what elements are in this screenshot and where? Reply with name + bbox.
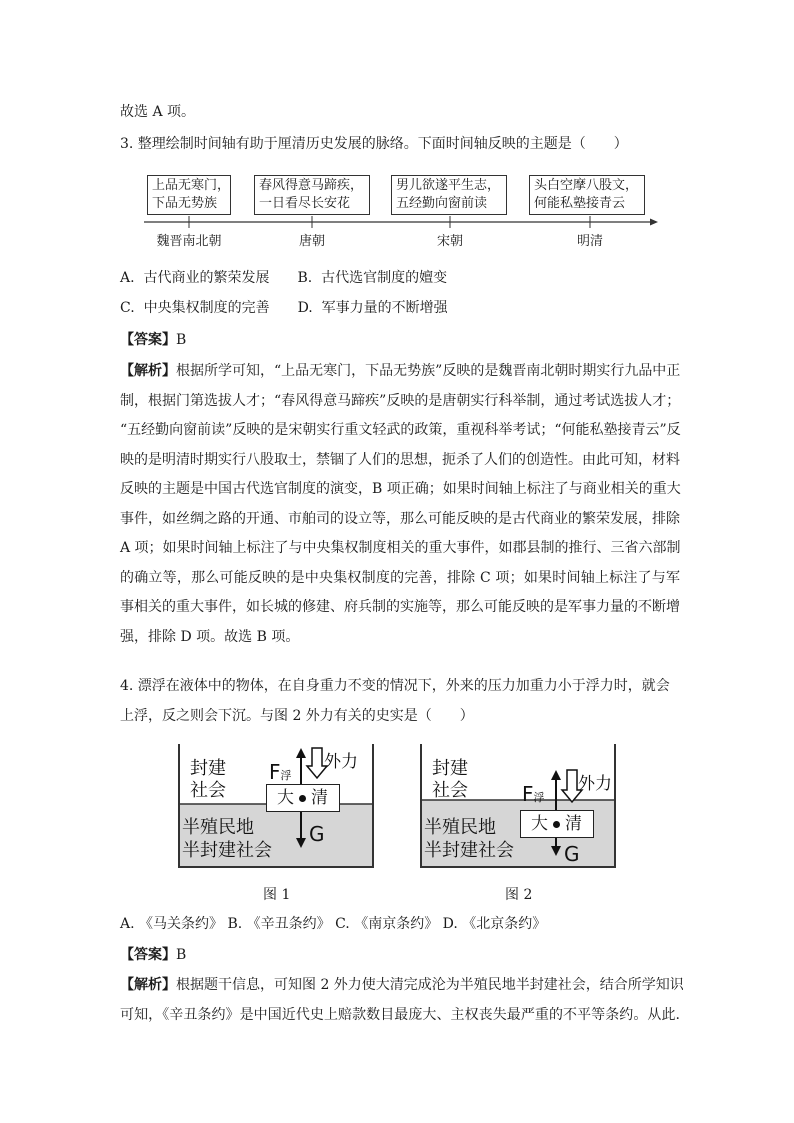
timeline-quote-line: 头白空摩八股文， (534, 178, 639, 193)
analysis-tag: 【解析】 (120, 977, 176, 993)
question-3-options-cd: C. 中央集权制度的完善 D. 军事力量的不断增强 (120, 300, 448, 316)
previous-answer-conclusion: 故选 A 项。 (120, 104, 196, 120)
analysis-text: 事相关的重大事件，如长城的修建、府兵制的实施等，那么可能反映的是军事力量的不断增 (120, 599, 680, 615)
buoyancy-label: F浮 (269, 760, 292, 784)
timeline-quote-line: 上品无寒门， (152, 178, 231, 193)
timeline-period-label: 唐朝 (298, 234, 326, 249)
timeline-quote-line: 春风得意马蹄疾， (259, 178, 364, 193)
analysis-text: 制，根据门第选拔人才；“春风得意马蹄疾”反映的是唐朝实行科举制，通过考试选拔人才； (120, 392, 681, 409)
answer-tag: 【答案】 (120, 332, 176, 348)
external-force-label: 外力 (578, 774, 612, 794)
answer-value: B (176, 947, 187, 963)
figure-2-caption: 图 2 (505, 887, 533, 903)
analysis-text: 强，排除 D 项。故选 B 项。 (120, 628, 300, 645)
timeline-quote-line: 何能私塾接青云 (534, 196, 626, 211)
answer-tag: 【答案】 (120, 947, 176, 963)
question-3-answer (120, 330, 186, 350)
answer-value: B (176, 332, 187, 348)
figure-1-caption: 图 1 (263, 887, 291, 903)
label-feudal-society: 封建 社会 (190, 758, 226, 801)
buoyancy-label: F浮 (522, 782, 545, 806)
question-4-analysis (120, 971, 684, 1030)
label-semi-colonial-society: 半殖民地 半封建社会 (424, 817, 514, 861)
timeline-quote-line: 男儿欲遂平生志， (396, 178, 501, 193)
label-semi-colonial-society: 半殖民地 半封建社会 (182, 817, 272, 861)
external-force-label: 外力 (324, 752, 358, 772)
timeline-quote-line: 下品无势族 (152, 196, 218, 211)
gravity-label: G (309, 822, 325, 846)
analysis-text: 映的是明清时期实行八股取士，禁锢了人们的思想，扼杀了人们的创造性。由此可知，材料 (120, 451, 680, 468)
timeline-period-label: 明清 (576, 234, 604, 249)
analysis-tag: 【解析】 (120, 363, 176, 379)
analysis-text: 的确立等，那么可能反映的是中央集权制度的完善，排除 C 项；如果时间轴上标注了与军 (120, 569, 680, 586)
analysis-text: 根据所学可知，“上品无寒门，下品无势族”反映的是魏晋南北朝时期实行九品中正 (176, 363, 681, 379)
question-3-stem: 3. 整理绘制时间轴有助于厘清历史发展的脉络。下面时间轴反映的主题是（ ） (120, 136, 628, 152)
analysis-text: A 项；如果时间轴上标注了与中央集权制度相关的重大事件，如郡县制的推行、三省六部制 (120, 540, 681, 556)
figure-1-buoyancy-diagram (178, 744, 374, 868)
gravity-label: G (564, 842, 580, 866)
analysis-text: “五经勤向窗前读”反映的是宋朝实行重文轻武的政策，重视科举考试；“何能私塾接青云”反 (120, 422, 681, 438)
question-4-options: A. 《马关条约》 B. 《辛丑条约》 C. 《南京条约》 D. 《北京条约》 (120, 916, 547, 932)
question-4-stem-line: 上浮，反之则会下沉。与图 2 外力有关的史实是（ ） (120, 708, 474, 724)
analysis-text: 反映的主题是中国古代选官制度的演变，B 项正确；如果时间轴上标注了与商业相关的重大 (120, 481, 681, 497)
timeline-quote-line: 一日看尽长安花 (259, 196, 351, 211)
timeline-quote-box (391, 175, 507, 215)
timeline-quote-box (147, 175, 231, 215)
question-3-analysis (120, 357, 680, 652)
qing-dynasty-block: 大 清 (520, 810, 594, 838)
timeline-quote-box (254, 175, 370, 215)
question-3-options-ab: A. 古代商业的繁荣发展 B. 古代选官制度的嬗变 (120, 270, 448, 286)
label-feudal-society: 封建 社会 (432, 758, 468, 801)
timeline-period-label: 魏晋南北朝 (156, 234, 222, 249)
analysis-text: 可知，《辛丑条约》是中国近代史上赔款数目最庞大、主权丧失最严重的不平等条约。从此. (120, 1006, 680, 1023)
center-dot (553, 821, 560, 828)
question-3-timeline (120, 172, 680, 262)
timeline-quote-line: 五经勤向窗前读 (396, 196, 488, 211)
question-4-stem-line: 4. 漂浮在液体中的物体，在自身重力不变的情况下，外来的压力加重力小于浮力时，就会 (120, 678, 670, 694)
figure-2-buoyancy-diagram (420, 744, 616, 868)
center-dot (299, 795, 306, 802)
timeline-period-label: 宋朝 (436, 234, 464, 249)
question-4-answer (120, 945, 186, 965)
analysis-text: 事件，如丝绸之路的开通、市舶司的设立等，那么可能反映的是古代商业的繁荣发展，排除 (120, 510, 680, 527)
timeline-quote-box (529, 175, 645, 215)
analysis-text: 根据题干信息，可知图 2 外力使大清完成沦为半殖民地半封建社会，结合所学知识 (176, 977, 684, 993)
qing-dynasty-block: 大 清 (266, 784, 340, 812)
